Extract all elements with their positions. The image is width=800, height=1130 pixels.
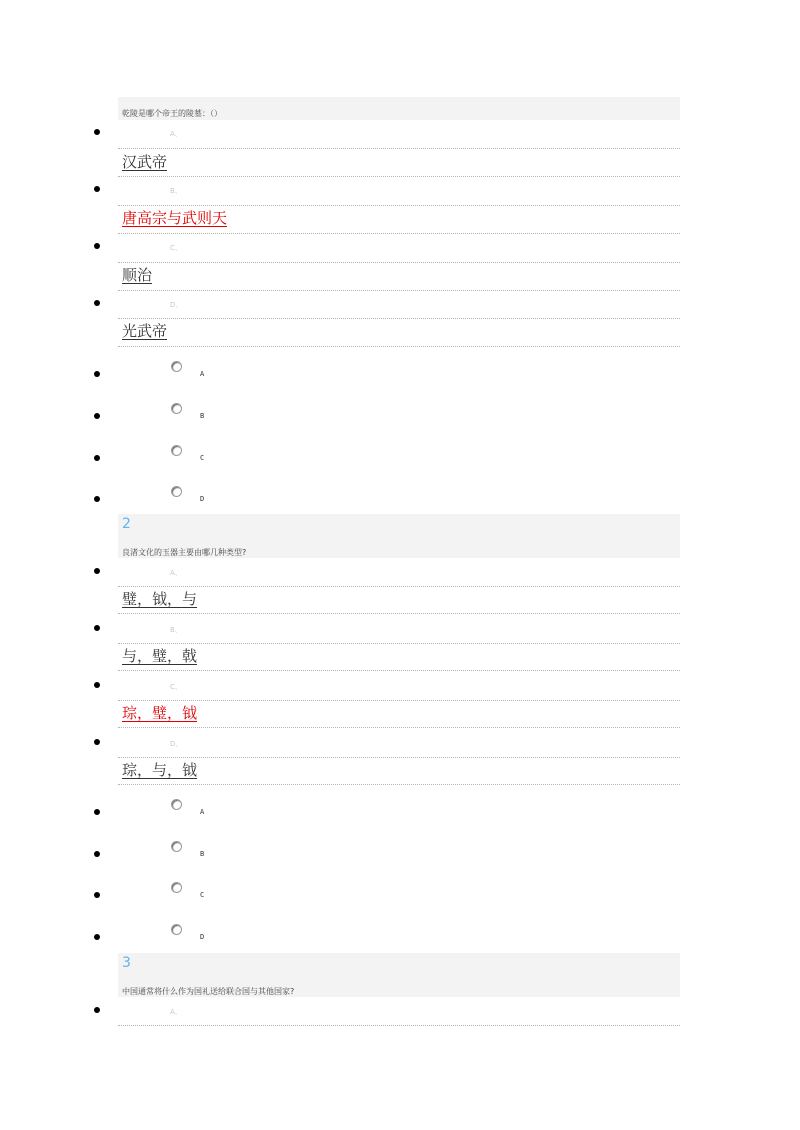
bullet xyxy=(94,129,100,135)
question-number: 3 xyxy=(122,955,131,971)
bullet xyxy=(94,739,100,745)
option-answer[interactable]: 琮，与，钺 xyxy=(122,761,198,779)
option-letter: B、 xyxy=(170,626,182,634)
dotted-divider xyxy=(118,176,680,177)
question-header xyxy=(118,97,680,120)
radio-label: D xyxy=(200,933,205,941)
option-letter: C、 xyxy=(170,244,182,252)
radio-label: A xyxy=(200,808,205,816)
radio-button[interactable] xyxy=(171,445,182,456)
dotted-divider xyxy=(118,205,680,206)
radio-label: A xyxy=(200,370,205,378)
question-header xyxy=(118,514,680,558)
option-letter: C、 xyxy=(170,683,182,691)
option-answer[interactable]: 与，璧，戟 xyxy=(122,647,198,665)
bullet xyxy=(94,413,100,419)
dotted-divider xyxy=(118,643,680,644)
dotted-divider xyxy=(118,784,680,785)
bullet xyxy=(94,243,100,249)
bullet xyxy=(94,682,100,688)
radio-button[interactable] xyxy=(171,841,182,852)
dotted-divider xyxy=(118,1025,680,1026)
option-letter: A、 xyxy=(170,1008,182,1016)
bullet xyxy=(94,1007,100,1013)
bullet xyxy=(94,371,100,377)
bullet xyxy=(94,186,100,192)
dotted-divider xyxy=(118,700,680,701)
question-header xyxy=(118,953,680,997)
dotted-divider xyxy=(118,148,680,149)
radio-label: B xyxy=(200,850,205,858)
radio-label: C xyxy=(200,891,205,899)
dotted-divider xyxy=(118,727,680,728)
radio-button[interactable] xyxy=(171,924,182,935)
bullet xyxy=(94,851,100,857)
option-answer[interactable]: 璧，钺，与 xyxy=(122,590,198,608)
bullet xyxy=(94,455,100,461)
bullet xyxy=(94,625,100,631)
radio-label: B xyxy=(200,412,205,420)
option-answer[interactable]: 光武帝 xyxy=(122,322,168,340)
dotted-divider xyxy=(118,757,680,758)
dotted-divider xyxy=(118,346,680,347)
question-text: 良渚文化的玉器主要由哪几种类型? xyxy=(122,548,247,557)
option-letter: A、 xyxy=(170,569,182,577)
question-text: 乾陵是哪个帝王的陵墓：（） xyxy=(122,109,222,118)
bullet xyxy=(94,300,100,306)
question-number: 2 xyxy=(122,516,131,532)
option-answer-correct[interactable]: 琮，璧，钺 xyxy=(122,704,198,722)
option-letter: D、 xyxy=(170,301,183,309)
option-answer-correct[interactable]: 唐高宗与武则天 xyxy=(122,209,228,227)
option-letter: D、 xyxy=(170,740,183,748)
question-text: 中国通常将什么作为国礼送给联合国与其他国家? xyxy=(122,987,295,996)
option-answer[interactable]: 顺治 xyxy=(122,266,153,284)
bullet xyxy=(94,496,100,502)
option-letter: B、 xyxy=(170,187,182,195)
dotted-divider xyxy=(118,613,680,614)
dotted-divider xyxy=(118,262,680,263)
dotted-divider xyxy=(118,233,680,234)
radio-button[interactable] xyxy=(171,486,182,497)
bullet xyxy=(94,568,100,574)
option-answer[interactable]: 汉武帝 xyxy=(122,153,168,171)
radio-label: D xyxy=(200,495,205,503)
radio-label: C xyxy=(200,454,205,462)
bullet xyxy=(94,934,100,940)
bullet xyxy=(94,809,100,815)
radio-button[interactable] xyxy=(171,799,182,810)
dotted-divider xyxy=(118,290,680,291)
radio-button[interactable] xyxy=(171,882,182,893)
dotted-divider xyxy=(118,586,680,587)
dotted-divider xyxy=(118,318,680,319)
radio-button[interactable] xyxy=(171,403,182,414)
radio-button[interactable] xyxy=(171,361,182,372)
dotted-divider xyxy=(118,670,680,671)
option-letter: A、 xyxy=(170,130,182,138)
bullet xyxy=(94,892,100,898)
